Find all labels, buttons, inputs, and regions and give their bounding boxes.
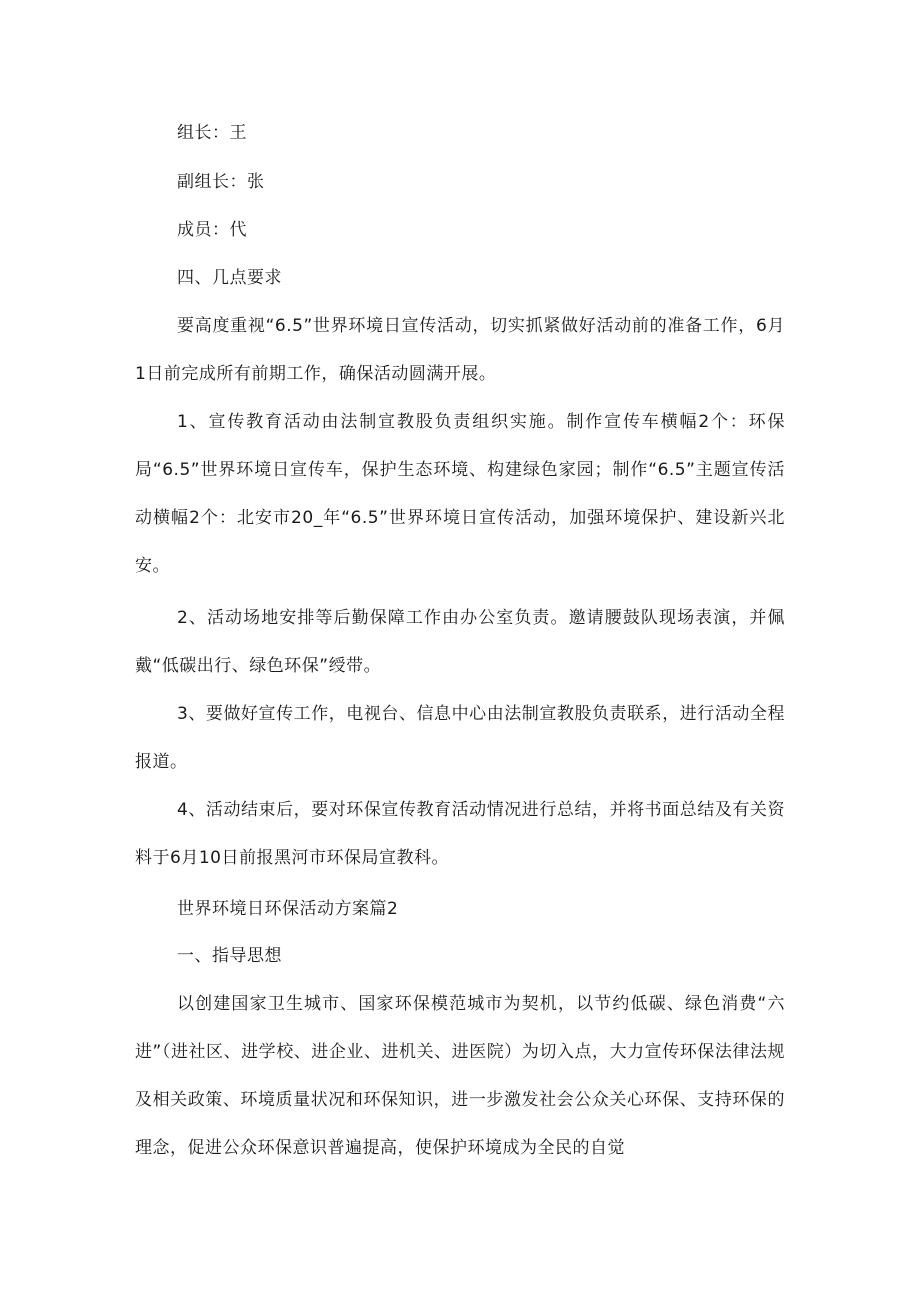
- section-title-2: 世界环境日环保活动方案篇2: [177, 899, 399, 919]
- requirement-item-4: 4、活动结束后，要对环保宣传教育活动情况进行总结，并将书面总结及有关资料于6月10日前报黑河市环保局宣教科。: [135, 800, 785, 868]
- requirement-intro-paragraph: 要高度重视“6.5”世界环境日宣传活动，切实抓紧做好活动前的准备工作，6月1日前完成所有前期工作，确保活动圆满开展。: [135, 316, 785, 384]
- requirement-item-3: 3、要做好宣传工作，电视台、信息中心由法制宣教股负责联系，进行活动全程报道。: [135, 704, 785, 772]
- requirement-item-2: 2、活动场地安排等后勤保障工作由办公室负责。邀请腰鼓队现场表演，并佩戴“低碳出行、绿色环保”绶带。: [135, 608, 785, 676]
- members-line: 成员：代: [177, 220, 247, 240]
- deputy-leader-line: 副组长：张: [177, 172, 265, 192]
- leader-line: 组长：王: [177, 123, 247, 143]
- section-four-heading: 四、几点要求: [177, 268, 282, 288]
- guiding-heading: 一、指导思想: [177, 946, 282, 966]
- requirement-item-1: 1、宣传教育活动由法制宣教股负责组织实施。制作宣传车横幅2个：环保局“6.5”世界环境日宣传车，保护生态环境、构建绿色家园；制作“6.5”主题宣传活动横幅2个：北安市20_年“6.5”世界环境日宣传活动，加强环境保护、建设新兴北安。: [135, 412, 785, 576]
- guiding-text-paragraph: 以创建国家卫生城市、国家环保模范城市为契机，以节约低碳、绿色消费“六进”（进社区、进学校、进企业、进机关、进医院）为切入点，大力宣传环保法律法规及相关政策、环境质量状况和环保知识，进一步激发社会公众关心环保、支持环保的理念，促进公众环保意识普遍提高，使保护环境成为全民的自觉: [135, 994, 785, 1158]
